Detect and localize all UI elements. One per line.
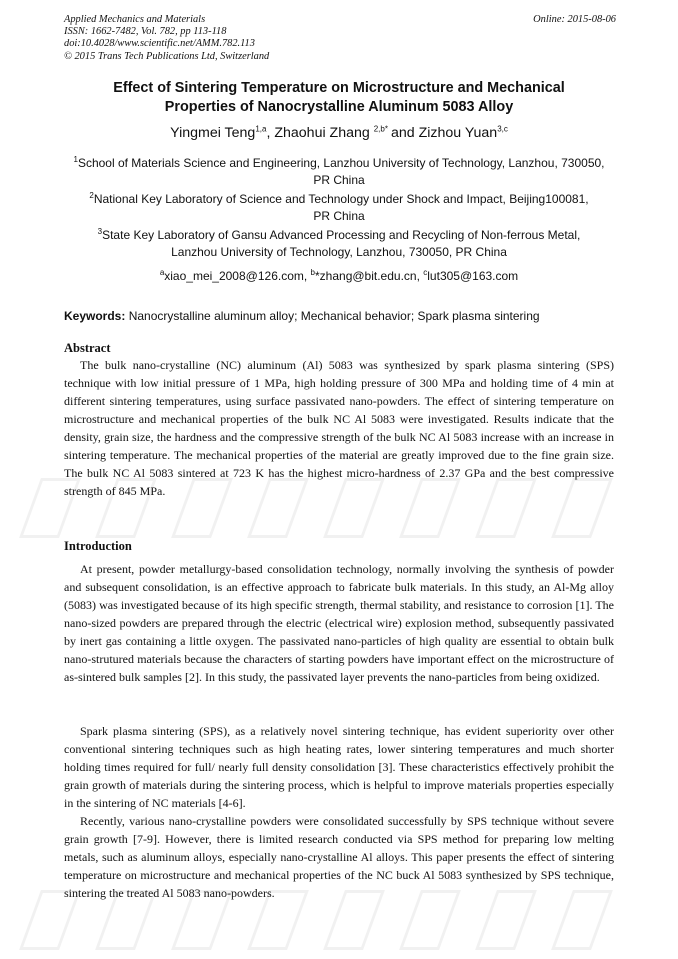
journal-name: Applied Mechanics and Materials [64, 14, 206, 25]
copyright-line: © 2015 Trans Tech Publications Ltd, Switzerland [64, 50, 270, 62]
author-2: , Zhaohui Zhang [266, 125, 374, 141]
email-a-sup: a [159, 268, 165, 277]
affiliation-3-sup: 3 [97, 227, 103, 236]
abstract-text: The bulk nano-crystalline (NC) aluminum (Al) 5083 was synthesized by spark plasma sintering (SPS) technique with low initial pressure of 1 MPa, high holding pressure of 300 MPa and holding time of 4 min at different sintering temperatures, using surface passivated nano-powders. The effect of sintering temperature on microstructure and mechanical properties of the bulk NC Al 5083 were investigated. Results indicate that the density, grain size, the hardness and the compressive strength of the bulk NC Al 5083 increase with an increase in sintering temperature. The mechanical properties of the material are greatly improved due to the fine grain size. The bulk NC Al 5083 sintered at 723 K has the highest micro-hardness of 2.37 GPa and the best compressive strength of 845 MPa. [64, 358, 614, 498]
affiliation-2-line-1: National Key Laboratory of Science and Technology under Shock and Impact, Beijing100081, [93, 192, 589, 206]
author-3: and Zizhou Yuan [390, 125, 498, 141]
title-line-2: Properties of Nanocrystalline Aluminum 5083 Alloy [164, 99, 514, 115]
introduction-heading: Introduction [64, 539, 132, 553]
abstract-heading: Abstract [64, 341, 111, 355]
journal-header [64, 14, 616, 63]
paper-title [60, 79, 618, 117]
affiliation-1-line-1: School of Materials Science and Engineering, Lanzhou University of Technology, Lanzhou, 730050, [77, 156, 605, 170]
affiliation-1-sup: 1 [73, 155, 78, 164]
affiliation-2-line-2: PR China [313, 209, 365, 223]
keywords-line [64, 308, 618, 324]
affiliation-3-line-2: Lanzhou University of Technology, Lanzhou, 730050, PR China [171, 245, 507, 259]
email-c: lut305@163.com [427, 269, 519, 283]
author-list [60, 124, 618, 142]
intro-paragraph-2: Spark plasma sintering (SPS), as a relatively novel sintering technique, has evident superiority over other conventional sintering techniques such as high heating rates, lower sintering temperatures and much shorter holding times required for full/ nearly full density consolidation [3]. These characteristics effectively prohibit the grain growth of materials during the sintering process, which is helpful to improve materials properties especially in the sintering of NC materials [4-6]. [64, 724, 614, 810]
issn-line: ISSN: 1662-7482, Vol. 782, pp 113-118 [64, 26, 227, 38]
affiliation-1 [60, 155, 618, 189]
author-1-sup: 1,a [255, 124, 267, 134]
keywords-text: Nanocrystalline aluminum alloy; Mechanical behavior; Spark plasma sintering [125, 309, 540, 323]
author-emails [60, 268, 618, 285]
email-a: xiao_mei_2008@126.com, [164, 269, 311, 283]
affiliation-3-line-1: State Key Laboratory of Gansu Advanced Processing and Recycling of Non-ferrous Metal, [102, 228, 581, 242]
author-1: Yingmei Teng [170, 125, 256, 141]
keywords-label: Keywords: [64, 309, 126, 323]
title-line-1: Effect of Sintering Temperature on Microstructure and Mechanical [113, 80, 565, 96]
affiliation-3 [60, 227, 618, 261]
affiliation-2 [60, 191, 618, 225]
email-c-sup: c [423, 268, 428, 277]
affiliation-1-line-2: PR China [313, 173, 365, 187]
doi-line: doi:10.4028/www.scientific.net/AMM.782.113 [64, 38, 255, 50]
intro-paragraph-3: Recently, various nano-crystalline powders were consolidated successfully by SPS technique without severe grain growth [7-9]. However, there is limited research conducted via SPS method for preparing low melting metals, such as aluminum alloys, especially nano-crystalline Al alloys. This paper presents the effect of sintering temperature on microstructure and mechanical properties of the NC buck Al 5083 synthesized by SPS technique, sintering the treated Al 5083 nano-powders. [64, 814, 614, 900]
email-b: *zhang@bit.edu.cn, [315, 269, 424, 283]
email-b-sup: b [310, 268, 315, 277]
intro-paragraph-1: At present, powder metallurgy-based consolidation technology, normally involving the synthesis of powder and subsequent consolidation, is an effective approach to fabricate bulk materials. In this study, an Al-Mg alloy (5083) was investigated because of its high specific strength, thermal stability, and resistance to corrosion [1]. The nano-sized powders are prepared through the electric (electrical wire) explosion method, subsequently passivated by inert gas containing a little oxygen. The passivated nano-particles of high quality are essential to obtain bulk nano-strutured materials because the characters of starting powders have important effect on the microstructure of as-sintered bulk samples [2]. In this study, the passivated layer prevents the nano-particles from being oxidized. [64, 562, 614, 684]
author-2-sup: 2,b* [373, 124, 388, 134]
affiliation-2-sup: 2 [89, 191, 94, 200]
author-3-sup: 3,c [497, 124, 508, 134]
online-date: Online: 2015-08-06 [533, 14, 616, 25]
